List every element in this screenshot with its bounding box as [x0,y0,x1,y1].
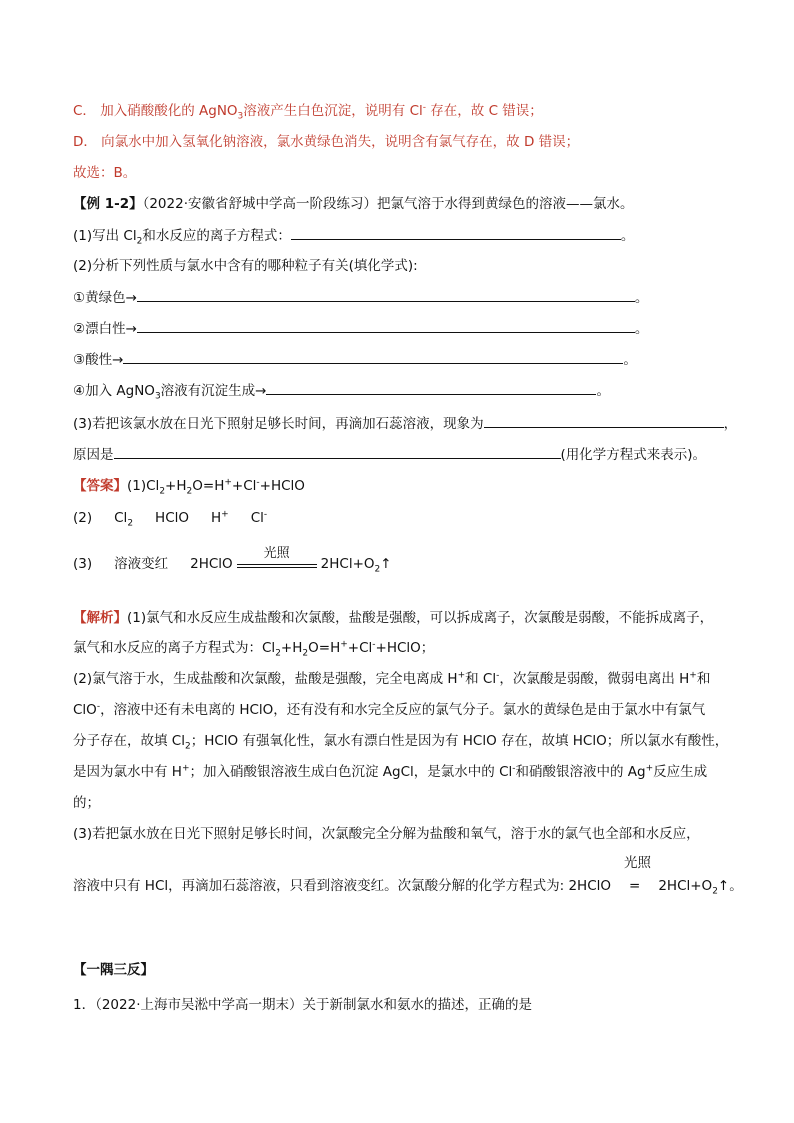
reaction-arrow: 光照 [237,556,317,572]
analysis-line-3: (2)氯气溶于水，生成盐酸和次氯酸，盐酸是强酸，完全电离成 H+和 Cl-，次氯酸是弱酸，微弱电离出 H+和 [73,670,711,687]
answer-blank-2-1[interactable] [137,287,635,302]
answer-tag: 【答案】 [73,478,127,494]
section-heading: 【一隅三反】 [73,962,154,978]
question-2-item-4: ④加入 AgNO$_3$溶液有沉淀生成→ 。 [73,380,610,401]
analysis-line-5: 分子存在，故填 $Cl_2$；HClO 有强氧化性，氯水有漂白性是因为有 HClO 存在，故填 HClO；所以氯水有酸性， [73,733,729,752]
analysis-line-1: 【解析】(1)氯气和水反应生成盐酸和次氯酸，盐酸是强酸，可以拆成离子，次氯酸是弱酸，不能拆成离子， [73,610,714,626]
answer-line-1: 【答案】$(1)Cl_2+H_2O=H^++Cl^-+HClO$ [73,477,305,497]
analysis-line-9: 溶液中只有 HCl，再滴加石蕊溶液，只看到溶液变红。次氯酸分解的化学方程式为: 2HClO = $2HCl+O_2↑$。 [73,878,743,897]
light-condition-label: 光照 [624,855,651,871]
answer-blank-1[interactable] [291,225,621,240]
analysis-line-4: ClO-，溶液中还有未电离的 HClO，还有没有和水完全反应的氯气分子。氯水的黄绿色是由于氯水中有氯气 [73,701,706,718]
next-question: 1．（2022·上海市吴淞中学高一期末）关于新制氯水和氨水的描述，正确的是 [73,997,532,1013]
analysis-line-8: (3)若把氯水放在日光下照射足够长时间，次氯酸完全分解为盐酸和氧气，溶于水的氯气也全部和水反应， [73,826,700,842]
answer-blank-2-4[interactable] [266,380,596,395]
answer-line-2: (2) $Cl_2$ HClO H+ Cl- [73,509,268,529]
choice-line: 故选：B。 [73,165,137,181]
answer-blank-2-3[interactable] [123,349,623,364]
question-2-item-2: ②漂白性→ 。 [73,318,648,339]
answer-blank-3-1[interactable] [484,413,724,428]
analysis-line-7: 的； [73,795,100,811]
answer-line-3: (3) 溶液变红 2HClO 光照 $2HCl+O_2↑$ [73,546,392,575]
analysis-line-2: 氯气和水反应的离子方程式为：$Cl_2+H_2O=H^++Cl^-+HClO$； [73,639,435,659]
answer-blank-3-2[interactable] [114,444,561,459]
example-tag: 【例 1-2】 [73,196,143,212]
option-d-line: D． 向氯水中加入氢氧化钠溶液，氯水黄绿色消失，说明含有氯气存在，故 D 错误； [73,134,580,150]
example-header [73,194,634,214]
option-c-line: C． 加入硝酸酸化的 AgNO$_3$溶液产生白色沉淀，说明有 Cl- 存在，故 C 错误； [73,102,543,122]
question-2-item-3: ③酸性→ 。 [73,349,637,370]
analysis-line-6: 是因为氯水中有 H+；加入硝酸银溶液生成白色沉淀 AgCl，是氯水中的 Cl-和硝酸银溶液中的 Ag+反应生成 [73,763,708,780]
question-3-reason: 原因是 (用化学方程式来表示)。 [73,444,706,465]
example-text: （2022·安徽省舒城中学高一阶段练习）把氯气溶于水得到黄绿色的溶液——氯水。 [142,196,634,212]
question-2-item-1: ①黄绿色→ 。 [73,287,648,308]
question-1: (1)写出 $Cl_2$和水反应的离子方程式： 。 [73,225,634,246]
answer-blank-2-2[interactable] [137,318,635,333]
question-3: (3)若把该氯水放在日光下照射足够长时间，再滴加石蕊溶液，现象为 ， [73,413,737,434]
question-2: (2)分析下列性质与氯水中含有的哪种粒子有关(填化学式): [73,258,418,274]
analysis-tag: 【解析】 [73,610,127,626]
